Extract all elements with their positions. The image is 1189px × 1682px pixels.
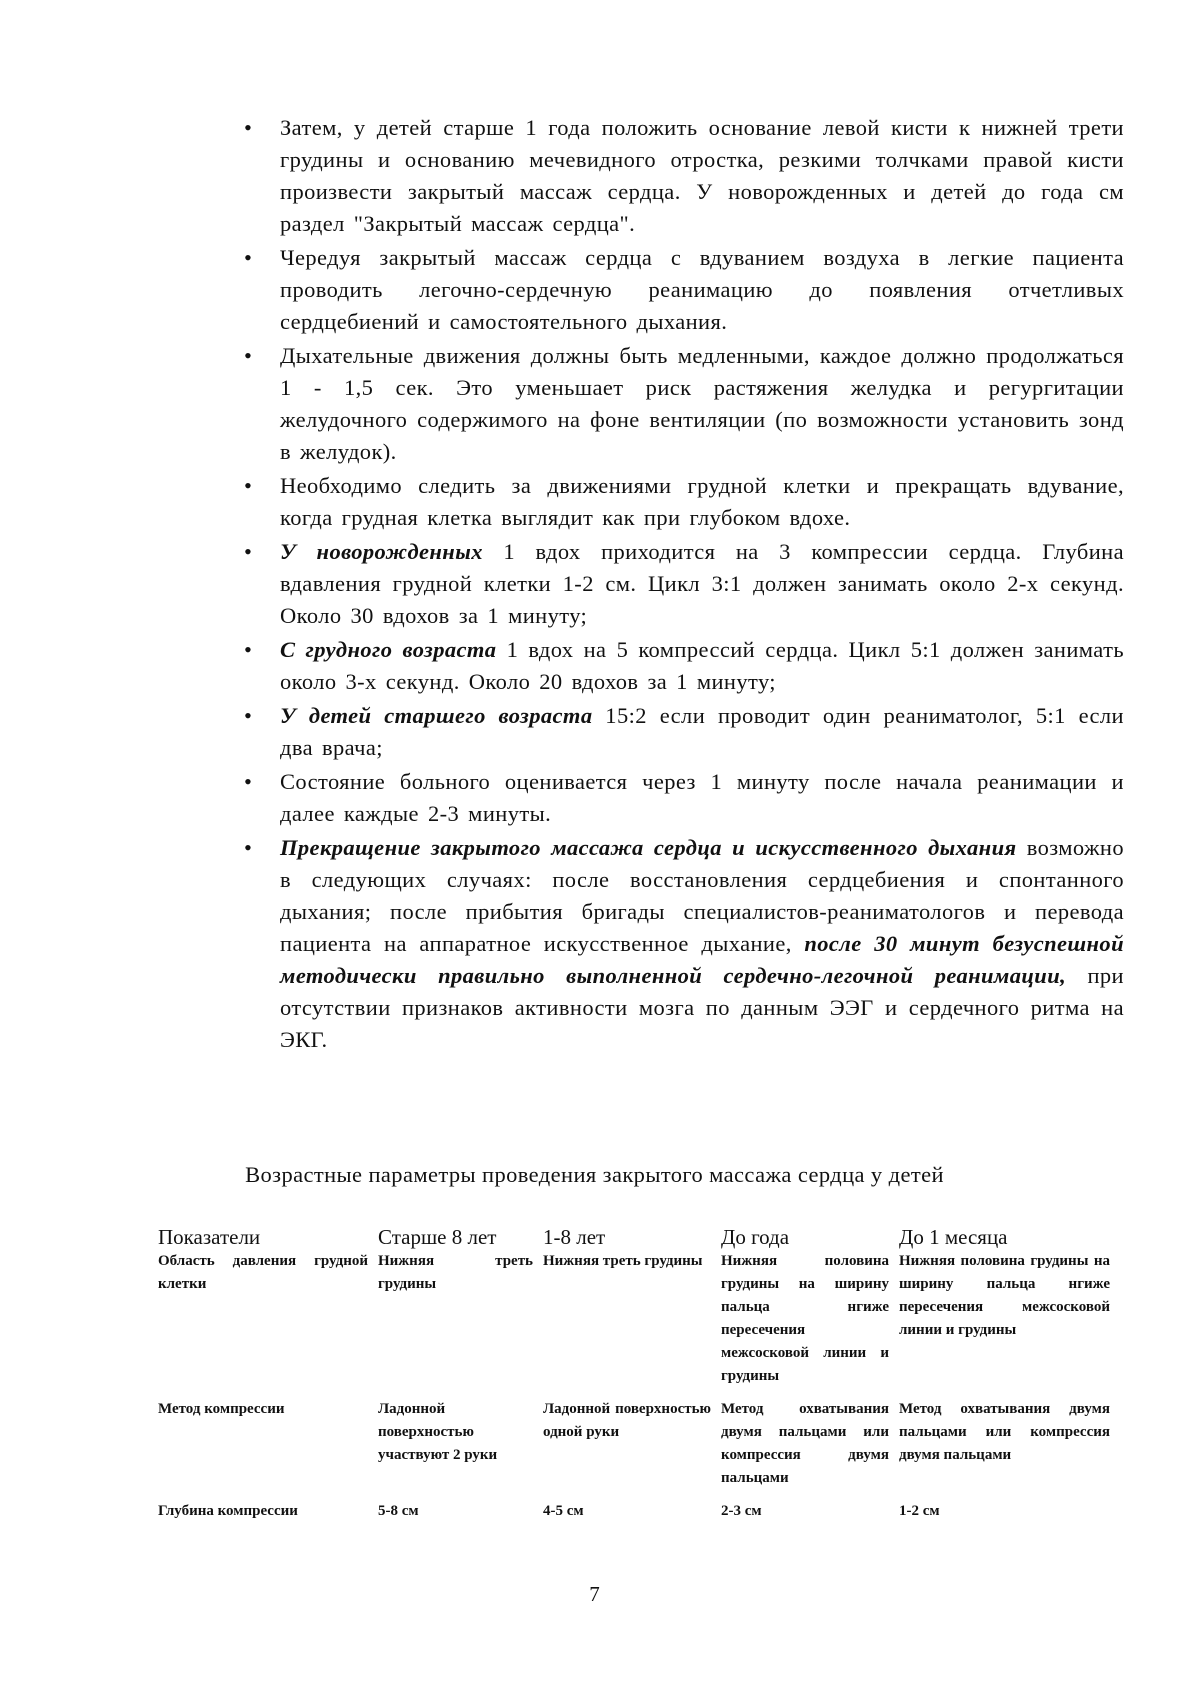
table-cell: Ладонной поверхностью одной руки [543,1401,711,1440]
header-indicators: Показатели [158,1225,261,1249]
bullet-marker: • [244,245,253,270]
table-cell: Метод охватывания двумя пальцами или компрессия двумя пальцами [899,1401,1110,1463]
header-1-8: 1-8 лет [543,1225,606,1249]
table-cell: Ладонной поверхностью участвуют 2 руки [378,1401,498,1463]
table-header-row [158,1224,1120,1250]
bullet-text: Состояние больного оценивается через 1 минуту после начала реанимации и далее каждые 2-3 минуты. [280,769,1124,826]
bullet-item [240,536,1124,632]
bullet-item [240,112,1124,240]
parameters-table [158,1224,1120,1533]
table-cell: 2-3 см [721,1503,762,1519]
table-row [158,1250,1120,1398]
bullet-item [240,766,1124,830]
table-row [158,1500,1120,1533]
emphasis-text: У новорожденных [280,539,483,564]
bullet-list [240,112,1124,1058]
page-number: 7 [589,1582,600,1606]
header-under-month: До 1 месяца [899,1225,1008,1249]
row-label: Область давления грудной клетки [158,1253,368,1292]
bullet-item [240,634,1124,698]
bullet-item [240,700,1124,764]
bullet-text: при отсутствии признаков активности мозга по данным ЭЭГ и сердечного ритма на ЭКГ. [280,963,1124,1052]
row-label: Метод компрессии [158,1401,285,1417]
bullet-item [240,340,1124,468]
table-cell: 1-2 см [899,1503,940,1519]
bullet-text: Дыхательные движения должны быть медленными, каждое должно продолжаться 1 - 1,5 сек. Это уменьшает риск растяжения желудка и регургитации желудочного содержимого на фоне вентиляции (по возможности установить зонд в желудок). [280,343,1124,464]
bullet-text: Затем, у детей старше 1 года положить основание левой кисти к нижней трети грудины и основанию мечевидного отростка, резкими толчками правой кисти произвести закрытый массаж сердца. У новорожденных и детей до года см раздел "Закрытый массаж сердца". [280,115,1124,236]
table-cell: Нижняя треть грудины [543,1253,703,1269]
emphasis-text: У детей старшего возраста [280,703,593,728]
table-cell: Метод охватывания двумя пальцами или компрессия двумя пальцами [721,1401,889,1486]
bullet-item [240,832,1124,1056]
bullet-text: 15:2 если проводит один реаниматолог, 5:1 если два врача; [280,703,1125,760]
emphasis-text: после 30 минут безуспешной методически правильно выполненной сердечно-легочной реанимации, [280,931,1124,988]
bullet-text: Чередуя закрытый массаж сердца с вдуванием воздуха в легкие пациента проводить легочно-сердечную реанимацию до появления отчетливых сердцебиений и самостоятельного дыхания. [280,245,1124,334]
emphasis-text: С грудного возраста [280,637,497,662]
bullet-text: Необходимо следить за движениями грудной клетки и прекращать вдувание, когда грудная клетка выглядит как при глубоком вдохе. [280,473,1124,530]
header-under-year: До года [721,1225,790,1249]
bullet-marker: • [244,637,253,662]
bullet-item [240,242,1124,338]
bullet-marker: • [244,473,253,498]
bullet-marker: • [244,835,253,860]
header-over-8: Старше 8 лет [378,1225,497,1249]
bullet-text: возможно в следующих случаях: после восстановления сердцебиения и спонтанного дыхания; после прибытия бригады специалистов-реаниматологов и перевода пациента на аппаратное искусственное дыхание, [280,835,1124,956]
table-title: Возрастные параметры проведения закрытого массажа сердца у детей [245,1162,944,1187]
bullet-marker: • [244,703,253,728]
bullet-text: 1 вдох приходится на 3 компрессии сердца. Глубина вдавления грудной клетки 1-2 см. Цикл 3:1 должен занимать около 2-х секунд. Около 30 вдохов за 1 минуту; [280,539,1125,628]
table-cell: 5-8 см [378,1503,419,1519]
bullet-marker: • [244,115,253,140]
emphasis-text: Прекращение закрытого массажа сердца и искусственного дыхания [280,835,1017,860]
bullet-text: 1 вдох на 5 компрессий сердца. Цикл 5:1 должен занимать около 3-х секунд. Около 20 вдохов за 1 минуту; [280,637,1124,694]
bullet-marker: • [244,343,253,368]
table-cell: 4-5 см [543,1503,584,1519]
bullet-marker: • [244,769,253,794]
row-label: Глубина компрессии [158,1503,298,1519]
table-cell: Нижняя половина грудины на ширину пальца нгиже пересечения межсосковой линии и грудины [899,1253,1110,1338]
table-cell: Нижняя половина грудины на ширину пальца нгиже пересечения межсосковой линии и грудины [721,1253,889,1384]
bullet-item [240,470,1124,534]
table-cell: Нижняя треть грудины [378,1253,533,1292]
table-row [158,1398,1120,1500]
bullet-marker: • [244,539,253,564]
